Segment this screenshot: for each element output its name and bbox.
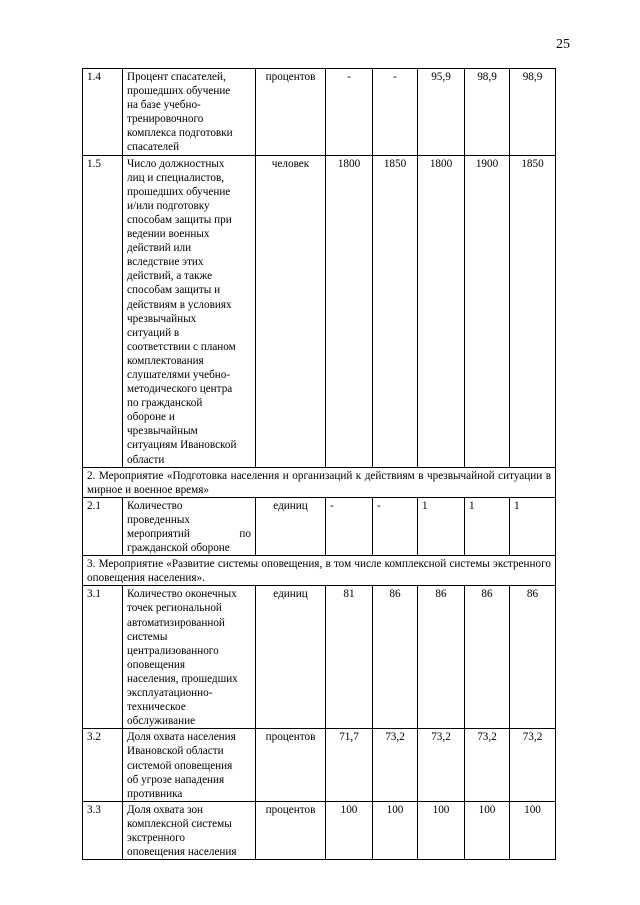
unit-cell: процентов bbox=[256, 801, 326, 859]
value-cell: 1 bbox=[418, 497, 465, 555]
value-cell: 1900 bbox=[465, 155, 510, 467]
indicator-name: Доля охвата населения Ивановской области системой оповещения об угрозе нападения противника bbox=[123, 729, 256, 801]
value-cell: 1850 bbox=[510, 155, 556, 467]
value-cell: 95,9 bbox=[418, 69, 465, 156]
section-title: 3. Мероприятие «Развитие системы оповещения, в том числе комплексной системы экстренного оповещения населения». bbox=[83, 556, 556, 586]
value-cell: 1 bbox=[510, 497, 556, 555]
value-cell: 86 bbox=[418, 586, 465, 729]
indicators-table bbox=[82, 68, 556, 860]
value-cell: 86 bbox=[510, 586, 556, 729]
unit-cell: человек bbox=[256, 155, 326, 467]
value-cell: 86 bbox=[465, 586, 510, 729]
value-cell: 73,2 bbox=[465, 729, 510, 801]
value-cell: 1800 bbox=[326, 155, 373, 467]
row-number: 1.4 bbox=[83, 69, 123, 156]
row-number: 3.1 bbox=[83, 586, 123, 729]
value-cell: - bbox=[326, 69, 373, 156]
value-cell: 100 bbox=[510, 801, 556, 859]
row-number: 2.1 bbox=[83, 497, 123, 555]
row-number: 3.3 bbox=[83, 801, 123, 859]
value-cell: 71,7 bbox=[326, 729, 373, 801]
table-row bbox=[83, 69, 556, 156]
value-cell: 86 bbox=[373, 586, 418, 729]
value-cell: 73,2 bbox=[418, 729, 465, 801]
table-row bbox=[83, 155, 556, 467]
row-number: 1.5 bbox=[83, 155, 123, 467]
indicator-name: Число должностных лиц и специалистов, прошедших обучение и/или подготовку способам защиты при ведении военных действий или вследствие этих действий, а также способам защиты и действиям в условиях чрезвычайных ситуаций в соответствии с планом комплектования слушателями учебно- методического центра по гражданской обороне и чрезвычайным ситуациям Ивановской области bbox=[123, 155, 256, 467]
indicator-name: Количество проведенных мероприятий по гражданской обороне bbox=[123, 497, 256, 555]
section-title: 2. Мероприятие «Подготовка населения и организаций к действиям в чрезвычайной ситуации в мирное и военное время» bbox=[83, 467, 556, 497]
indicator-name: Процент спасателей, прошедших обучение на базе учебно- тренировочного комплекса подготовки спасателей bbox=[123, 69, 256, 156]
value-cell: - bbox=[373, 497, 418, 555]
unit-cell: единиц bbox=[256, 497, 326, 555]
value-cell: 73,2 bbox=[373, 729, 418, 801]
value-cell: 1800 bbox=[418, 155, 465, 467]
table-row bbox=[83, 497, 556, 555]
row-number: 3.2 bbox=[83, 729, 123, 801]
section-header-row bbox=[83, 467, 556, 497]
unit-cell: процентов bbox=[256, 729, 326, 801]
unit-cell: процентов bbox=[256, 69, 326, 156]
value-cell: 100 bbox=[418, 801, 465, 859]
indicator-name: Количество оконечных точек региональной автоматизированной системы централизованного оповещения населения, прошедших эксплуатационно- техническое обслуживание bbox=[123, 586, 256, 729]
value-cell: 1850 bbox=[373, 155, 418, 467]
value-cell: 73,2 bbox=[510, 729, 556, 801]
value-cell: 100 bbox=[373, 801, 418, 859]
value-cell: 98,9 bbox=[465, 69, 510, 156]
table-row bbox=[83, 586, 556, 729]
value-cell: 100 bbox=[326, 801, 373, 859]
value-cell: 81 bbox=[326, 586, 373, 729]
page-number: 25 bbox=[556, 37, 570, 52]
indicator-name: Доля охвата зон комплексной системы экстренного оповещения населения bbox=[123, 801, 256, 859]
value-cell: 1 bbox=[465, 497, 510, 555]
section-header-row bbox=[83, 556, 556, 586]
table-row bbox=[83, 729, 556, 801]
table-row bbox=[83, 801, 556, 859]
value-cell: - bbox=[326, 497, 373, 555]
unit-cell: единиц bbox=[256, 586, 326, 729]
value-cell: 100 bbox=[465, 801, 510, 859]
value-cell: - bbox=[373, 69, 418, 156]
value-cell: 98,9 bbox=[510, 69, 556, 156]
